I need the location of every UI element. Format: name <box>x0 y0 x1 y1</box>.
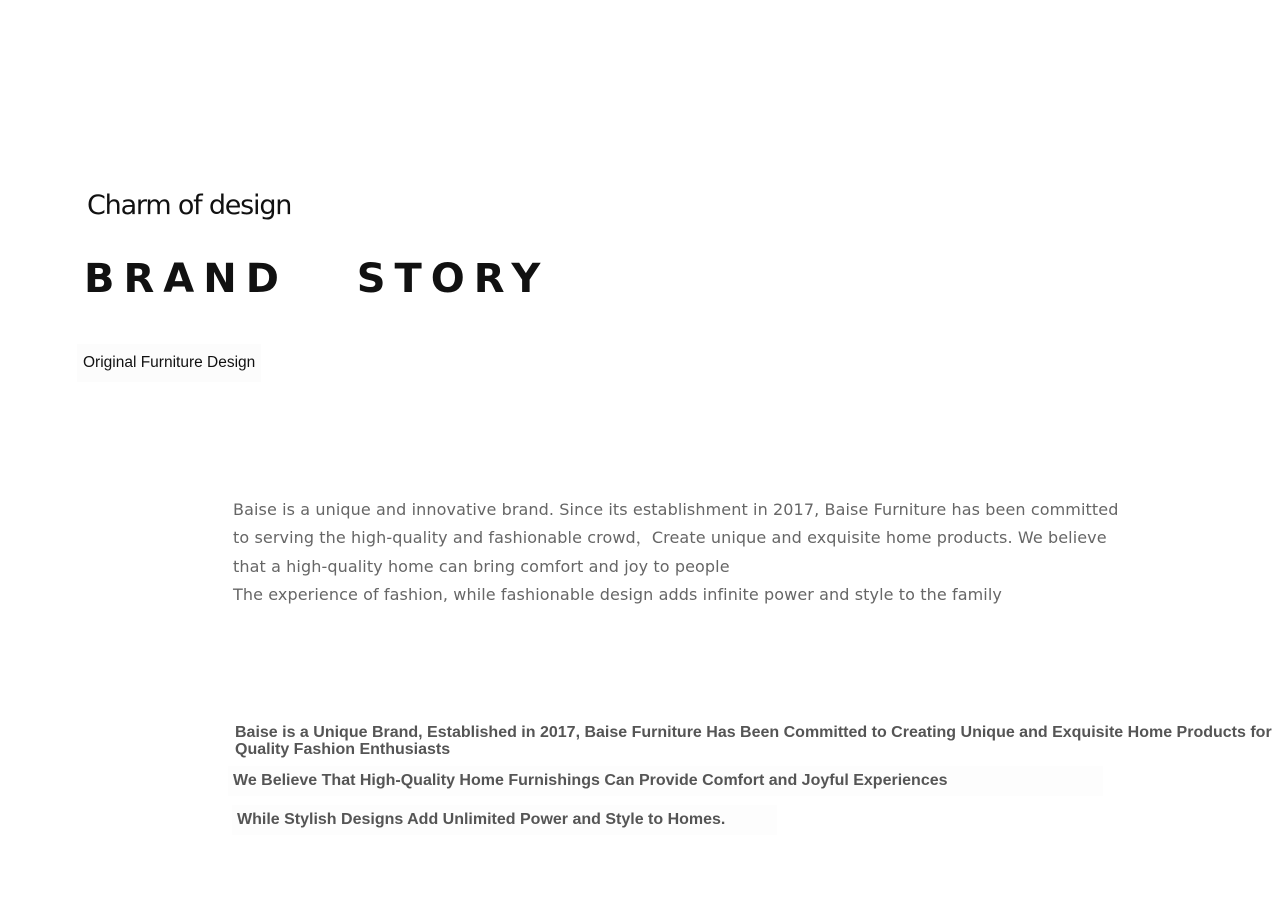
intro-paragraph: Baise is a unique and innovative brand. Since its establishment in 2017, Baise Furniture has been committed to serving the high-quality and fashionable crowd，Create unique and exquisite home products. We believe that a high-quality home can bring comfort and joy to people <box>233 500 1119 576</box>
page-title: BRAND STORY <box>84 256 550 302</box>
tagline-text: Original Furniture Design <box>83 354 256 371</box>
brand-intro <box>233 496 1133 610</box>
brand-statement <box>232 805 777 835</box>
section-subtitle: Charm of design <box>87 190 292 221</box>
brand-statement <box>228 766 1103 796</box>
brand-statement-text: We Believe That High-Quality Home Furnishings Can Provide Comfort and Joyful Experiences <box>233 772 948 789</box>
brand-statement-text: While Stylish Designs Add Unlimited Power and Style to Homes. <box>237 811 726 828</box>
brand-statement: Baise is a Unique Brand, Established in 2017, Baise Furniture Has Been Committed to Creating Unique and Exquisite Home Products for Quality Fashion Enthusiasts <box>235 724 1272 758</box>
intro-paragraph: The experience of fashion, while fashionable design adds infinite power and style to the family <box>233 585 1002 605</box>
tagline-badge <box>77 344 261 382</box>
